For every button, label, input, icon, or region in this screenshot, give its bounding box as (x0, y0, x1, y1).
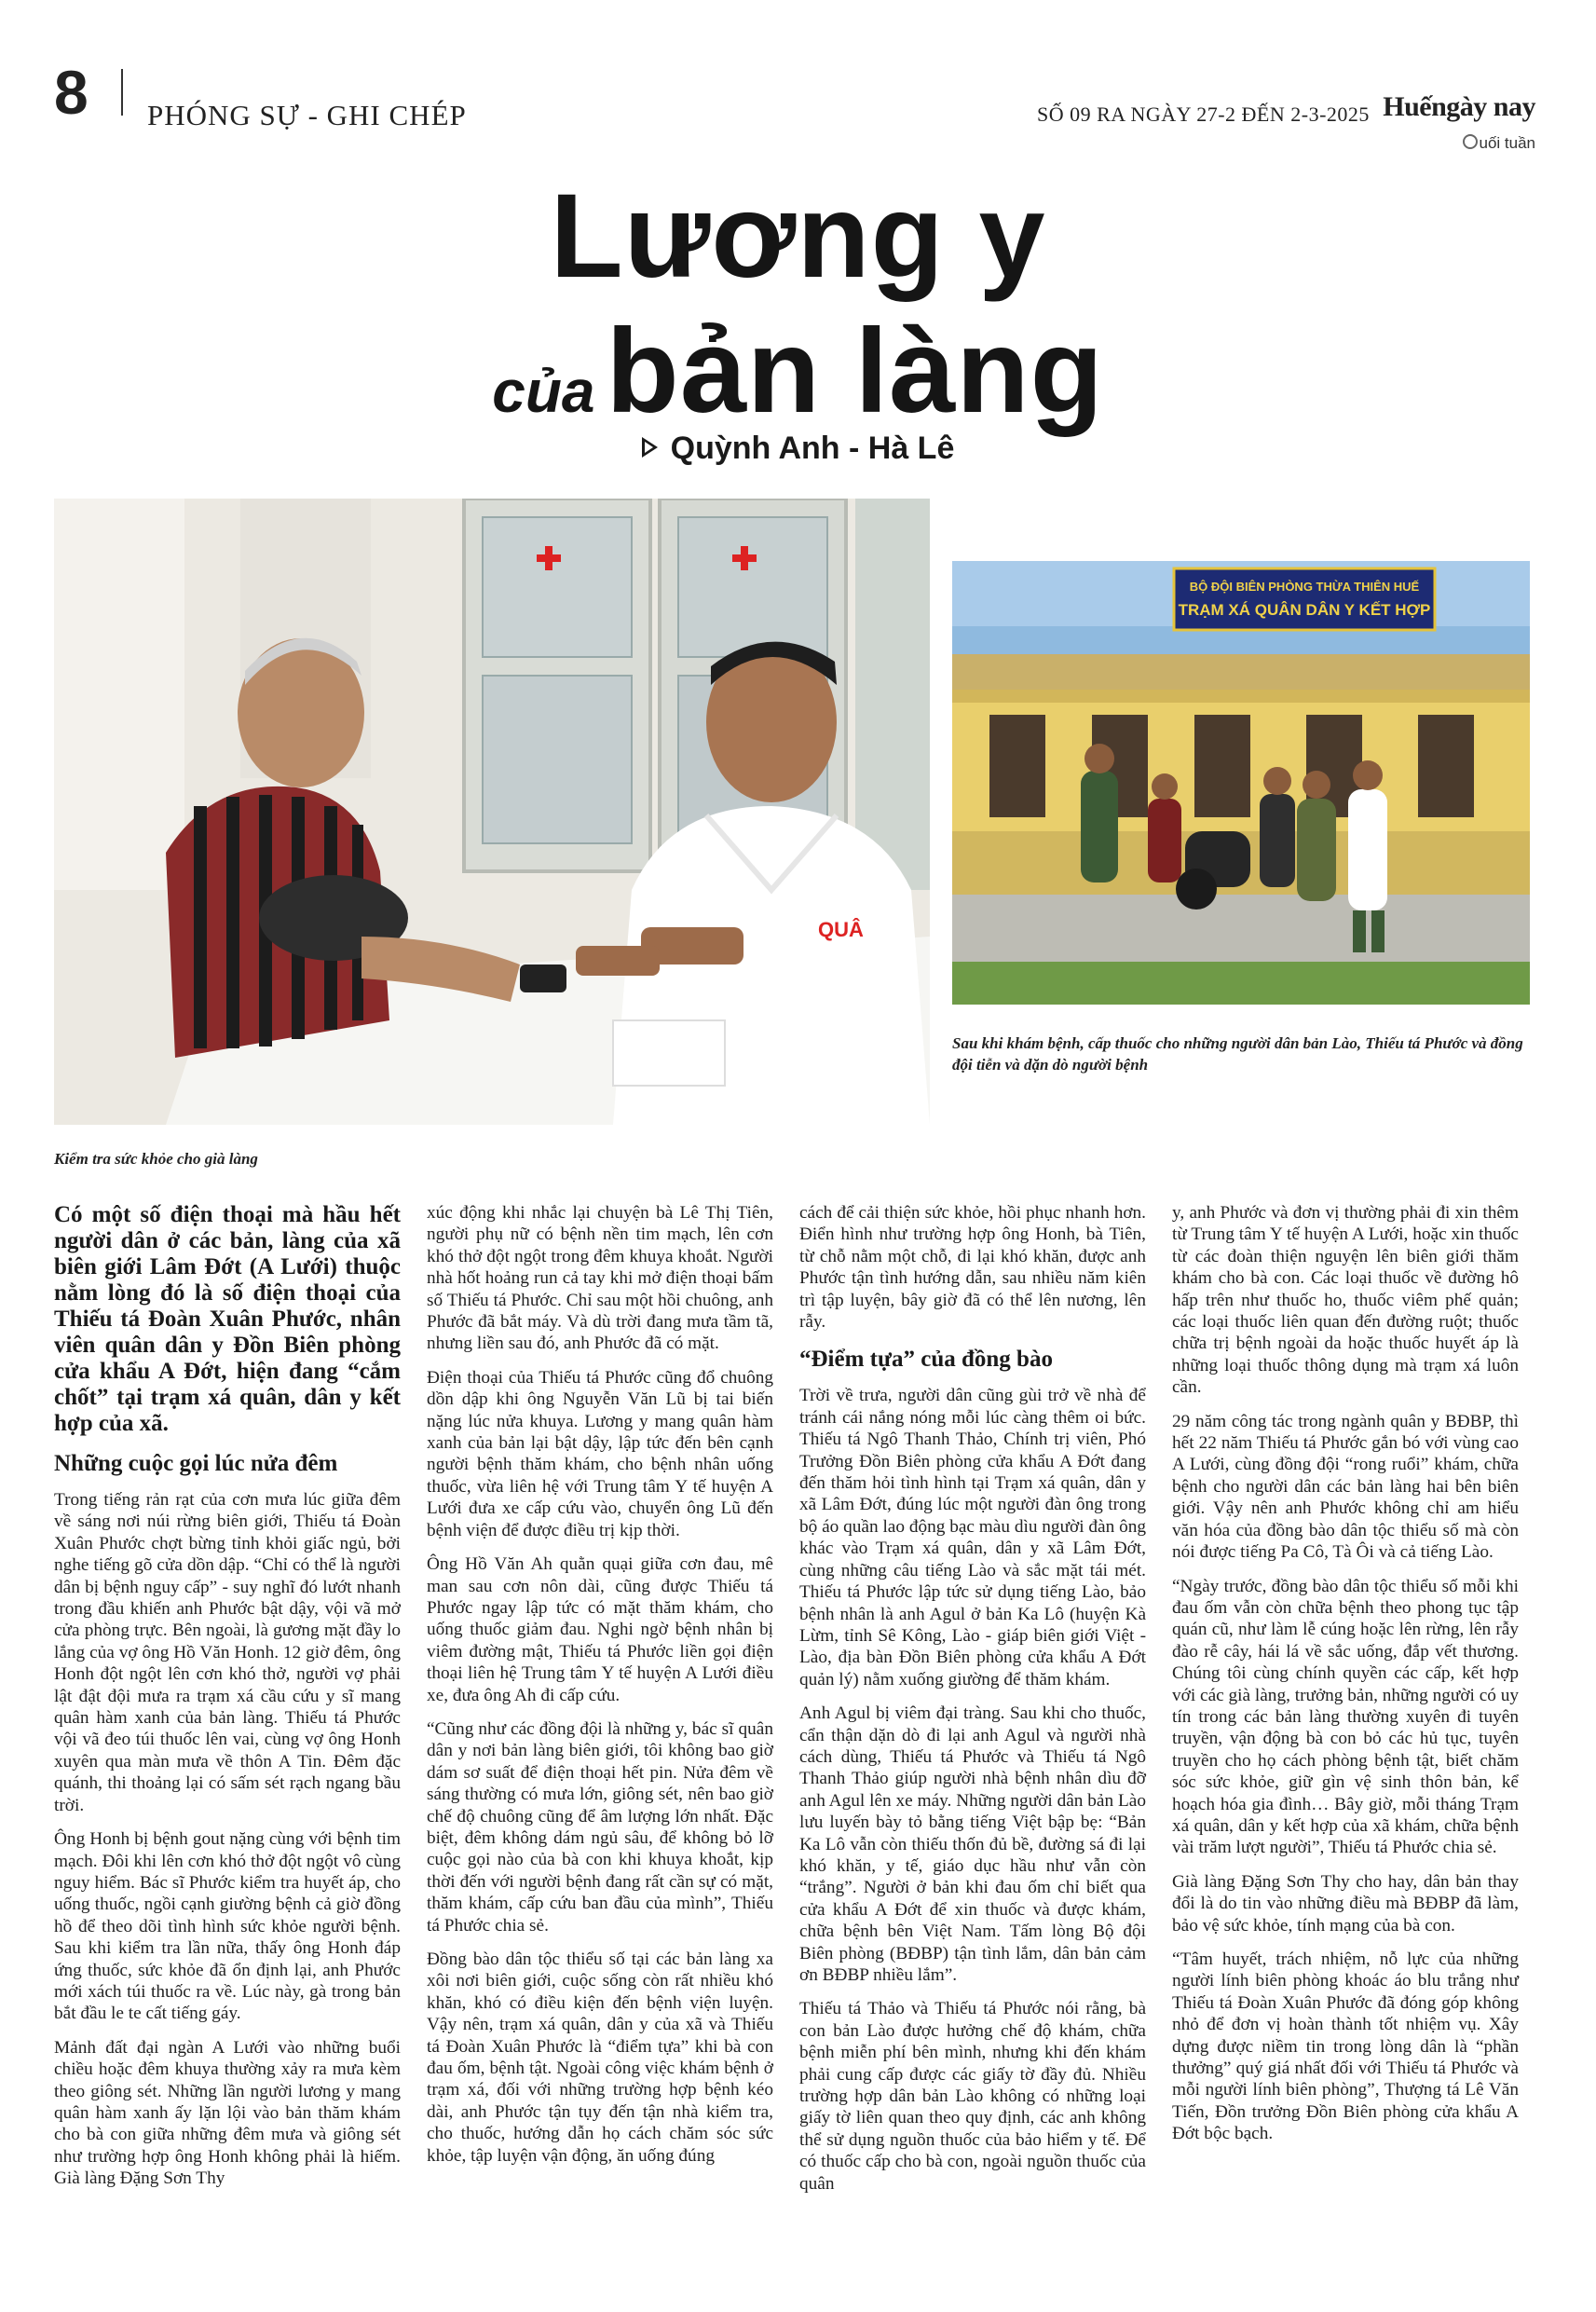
byline-authors: Quỳnh Anh - Hà Lê (670, 431, 955, 466)
paragraph: Trong tiếng rản rạt của cơn mưa lúc giữa đêm về sáng nơi núi rừng biên giới, Thiếu tá Đoàn Xuân Phước chợt bừng tỉnh khỏi giấc ngủ, bởi nghe tiếng gõ cửa dồn dập. “Chỉ có thể là người dân bị bệnh nguy cấp” - suy nghĩ đó lướt nhanh trong đầu khiến anh Phước bật dậy, vội vã mở cửa phòng trực. Bên ngoài, là gương mặt đầy lo lắng của vợ ông Hồ Văn Honh. 12 giờ đêm, ông Honh đột ngột lên cơn khó thở, người vợ phải lật đật đội mưa ra trạm xá cầu cứu y sĩ mang quân hàm xanh của bản làng. Thiếu tá Phước vội vã đeo túi thuốc lên vai, cùng vợ ông Honh xuyên qua màn mưa về thôn A Tin. Đêm đặc quánh, thi thoảng lại có sấm sét rạch ngang bầu trời. (54, 1490, 401, 1815)
header-divider (121, 69, 123, 116)
caption-left-photo: Kiểm tra sức khỏe cho già làng (54, 1150, 258, 1168)
photo-health-check (54, 499, 930, 1125)
paragraph: Đồng bào dân tộc thiểu số tại các bản làng xa xôi nơi biên giới, cuộc sống còn rất nhiều khó khăn, khó có điều kiện đến bệnh viện luyện. Vậy nên, trạm xá quân, dân y của xã và Thiếu tá Đoàn Xuân Phước là “điểm tựa” khi bà con đau ốm, bệnh tật. Ngoài công việc khám bệnh ở trạm xá, đối với những trường hợp bệnh kéo dài, anh Phước tận tụy đến tận nhà kiểm tra, cho thuốc, hướng dẫn họ cách chăm sóc sức khỏe, tập luyện vận động, ăn uống đúng (427, 1949, 773, 2166)
caption-right-photo: Sau khi khám bệnh, cấp thuốc cho những người dân bản Lào, Thiếu tá Phước và đồng đội tiễn và dặn dò người bệnh (952, 1034, 1523, 1074)
svg-text:QUÂ: QUÂ (818, 918, 864, 941)
lead-paragraph: Có một số điện thoại mà hầu hết người dân ở các bản, làng của xã biên giới Lâm Đớt (A Lưới) thuộc nằm lòng đó là số điện thoại của Thiếu tá Đoàn Xuân Phước, nhân viên quân dân y Đồn Biên phòng cửa khẩu A Đớt, hiện đang “cắm chốt” tại trạm xá quân, dân y kết hợp của xã. (54, 1202, 401, 1436)
play-arrow-icon (642, 437, 658, 458)
title-big-words: bản làng (606, 305, 1104, 438)
paragraph: Điện thoại của Thiếu tá Phước cũng đổ chuông dồn dập khi ông Nguyễn Văn Lũ bị tai biến nặng lúc nửa khuya. Lương y mang quân hàm xanh của bản lại bật dậy, lập tức đến bên cạnh người bệnh thăm khám, cho bệnh nhân uống thuốc, vừa liên hệ với Trung tâm Y tế huyện A Lưới đưa xe cấp cứu vào, chuyển ông Lũ đến bệnh viện để được điều trị kịp thời. (427, 1367, 773, 1540)
paragraph: cách để cải thiện sức khỏe, hồi phục nhanh hơn. Điển hình như trường hợp ông Honh, bà Tiên, từ chỗ nằm một chỗ, đi lại khó khăn, được anh Phước tận tình hướng dẫn, sau nhiều năm kiên trì tập luyện, bây giờ đã có thể lên nương, lên rẫy. (799, 1203, 1146, 1333)
clinic-sign-line1: BỘ ĐỘI BIÊN PHÒNG THỪA THIÊN HUẾ (1189, 580, 1420, 594)
text-column-3 (799, 1202, 1146, 2207)
text-column-4 (1172, 1202, 1519, 2157)
masthead-subtitle: uối tuần (1463, 134, 1536, 153)
byline (0, 431, 1596, 467)
paragraph: y, anh Phước và đơn vị thường phải đi xin thêm từ Trung tâm Y tế huyện A Lưới, hoặc xin thuốc từ các đoàn thiện nguyện lên biên giới thăm khám cho bà con. Các loại thuốc về đường hô hấp trên như thuốc ho, thuốc viêm phế quản; các loại thuốc liên quan đến đường ruột; thuốc chữa trị bệnh ngoài da hoặc thuốc huyết áp là những loại thuốc thông dụng mà trạm xá luôn cần. (1172, 1203, 1519, 1398)
paragraph: Già làng Đặng Sơn Thy cho hay, dân bản thay đổi là do tin vào những điều mà BĐBP đã làm, bảo vệ sức khỏe, tính mạng của bà con. (1172, 1871, 1519, 1936)
photo-clinic-building (952, 561, 1530, 1005)
text-column-1 (54, 1202, 401, 2202)
section-label: PHÓNG SỰ - GHI CHÉP (147, 99, 467, 131)
paragraph: “Tâm huyết, trách nhiệm, nỗ lực của những người lính biên phòng khoác áo blu trắng như Thiếu tá Đoàn Xuân Phước đã đóng góp không nhỏ để đơn vị hoàn thành tốt nhiệm vụ. Xây dựng được niềm tin trong lòng dân là “phần thưởng” quý giá nhất đối với Thiếu tá Phước và mỗi người lính biên phòng”, Thượng tá Lê Văn Tiến, Đồn trưởng Đồn Biên phòng cửa khẩu A Đớt bộc bạch. (1172, 1949, 1519, 2144)
paragraph: Anh Agul bị viêm đại tràng. Sau khi cho thuốc, cẩn thận dặn dò đi lại anh Agul và người nhà cách dùng, Thiếu tá Phước và Thiếu tá Ngô Thanh Thảo giúp người nhà bệnh nhân dìu đỡ anh Agul lên xe máy. Những người dân bản Lào lưu luyến bày tỏ bằng tiếng Việt bập bẹ: “Bản Ka Lô vẫn còn thiếu thốn đủ bề, đường sá đi lại khó khăn, y tế, giáo dục hầu như vẫn còn “trắng”. Người ở bản khi đau ốm chỉ biết qua cửa khẩu A Đớt để xin thuốc và được khám, chữa bệnh bên Việt Nam. Tấm lòng Bộ đội Biên phòng (BĐBP) tận tình lắm, dân bản cảm ơn BĐBP nhiều lắm”. (799, 1703, 1146, 1985)
paragraph: Ông Hồ Văn Ah quằn quại giữa cơn đau, mê man sau cơn nôn dài, cũng được Thiếu tá Phước ngay lập tức có mặt thăm khám, cho uống thuốc giảm đau. Nghi ngờ bệnh nhân bị viêm đường mật, Thiếu tá Phước liền gọi điện thoại liên hệ Trung tâm Y tế huyện A Lưới điều xe, đưa ông Ah đi cấp cứu. (427, 1554, 773, 1705)
article-title-line2 (0, 305, 1596, 438)
clinic-sign-line2: TRẠM XÁ QUÂN DÂN Y KẾT HỢP (1178, 601, 1431, 619)
paragraph: Ông Honh bị bệnh gout nặng cùng với bệnh tim mạch. Đôi khi lên cơn khó thở đột ngột vô cùng nguy hiểm. Bác sĩ Phước kiểm tra huyết áp, cho uống thuốc, ngồi cạnh giường bệnh cả giờ đồng hồ để theo dõi tình hình sức khỏe người bệnh. Sau khi kiểm tra lần nữa, thấy ông Honh đáp ứng thuốc, sức khỏe đã ổn định lại, anh Phước mới xách túi thuốc ra về. Lúc này, gà trong bản bắt đầu le te cất tiếng gáy. (54, 1829, 401, 2024)
page-number: 8 (54, 58, 89, 127)
text-column-2 (427, 1202, 773, 2179)
paragraph: 29 năm công tác trong ngành quân y BĐBP, thì hết 22 năm Thiếu tá Phước gắn bó với vùng cao A Lưới, cùng đồng đội “rong ruổi” khám, chữa bệnh cho người dân các bản làng hai bên biên giới. Vậy nên anh Phước không chỉ am hiểu văn hóa của đồng bào dân tộc thiểu số mà còn nói được tiếng Pa Cô, Tà Ôi và cả tiếng Lào. (1172, 1411, 1519, 1563)
masthead-c-icon (1463, 134, 1478, 149)
paragraph: Trời về trưa, người dân cũng gùi trở về nhà để tránh cái nắng nóng mỗi lúc càng thêm oi bức. Thiếu tá Ngô Thanh Thảo, Chính trị viên, Phó Trưởng Đồn Biên phòng cửa khẩu A Đớt đang đến thăm hỏi tình hình tại Trạm xá quân, dân y xã Lâm Đớt, đúng lúc một người đàn ông trong bộ áo quần lao động bạc màu dìu người đàn ông khác vào Trạm xá quân, dân y xã Lâm Đớt, cùng những câu tiếng Lào và sắc mặt tái mét. Thiếu tá Phước lập tức sử dụng tiếng Lào, bảo bệnh nhân là anh Agul ở bản Ka Lô (huyện Kà Lừm, tỉnh Sê Kông, Lào - giáp biên giới Việt - Lào, địa bàn Đồn Biên phòng cửa khẩu A Đớt quản lý) nằm xuống giường để thăm khám. (799, 1386, 1146, 1690)
issue-info: SỐ 09 RA NGÀY 27-2 ĐẾN 2-3-2025 (1037, 103, 1370, 126)
title-small-word: của (492, 358, 595, 425)
paragraph: “Ngày trước, đồng bào dân tộc thiểu số mỗi khi đau ốm vẫn còn chữa bệnh theo phong tục tập quán cũ, như làm lễ cúng hoặc lên rừng, lên rẫy đào rễ cây, hái lá về sắc uống, đắp vết thương. Chúng tôi cùng chính quyền các cấp, kết hợp với các già làng, trưởng bản, những người có uy tín trong các bản làng thường xuyên đi tuyên truyền, vận động bà con bỏ các hủ tục, tuyên truyền cho họ cách phòng bệnh tật, biết chăm sóc sức khỏe, giữ gìn vệ sinh thôn bản, kể hoạch hóa gia đình… Bây giờ, mỗi tháng Trạm xá quân, dân y kết hợp của xã khám, chữa bệnh vài trăm lượt người”, Thiếu tá Phước chia sẻ. (1172, 1576, 1519, 1858)
masthead-title: Huếngày nay (1383, 91, 1535, 122)
paragraph: Thiếu tá Thảo và Thiếu tá Phước nói rằng, bà con bản Lào được hưởng chế độ khám, chữa bệnh miễn phí bên mình, nhưng khi đến khám phải cung cấp được các giấy tờ đầy đủ. Nhiều trường hợp dân bản Lào không có những loại giấy tờ liên quan theo quy định, các anh không thể sử dụng nguồn thuốc của bảo hiểm y tế. Để có thuốc cấp cho bà con, ngoài nguồn thuốc của quân (799, 1999, 1146, 2194)
paragraph: xúc động khi nhắc lại chuyện bà Lê Thị Tiên, người phụ nữ có bệnh nền tim mạch, lên cơn khó thở đột ngột trong đêm khuya khoắt. Người nhà hốt hoảng run cả tay khi mở điện thoại bấm số Thiếu tá Phước. Chỉ sau một hồi chuông, anh Phước đã bắt máy. Và dù trời đang mưa tầm tã, nhưng liền sau đó, anh Phước đã có mặt. (427, 1203, 773, 1354)
paragraph: “Cũng như các đồng đội là những y, bác sĩ quân dân y nơi bản làng biên giới, tôi không bao giờ dám sơ suất để điện thoại hết pin. Nửa đêm về sáng thường có mưa lớn, giông sét, nên bao giờ chế độ chuông cũng để âm lượng lớn nhất. Đặc biệt, đêm không dám ngủ sâu, để không bỏ lỡ cuộc gọi nào của bà con khi khuya khoắt, kịp thời đến với người bệnh đang rất cần sự có mặt, thăm khám, cấp cứu ban đầu của mình”, Thiếu tá Phước chia sẻ. (427, 1718, 773, 1936)
page-header (54, 58, 1535, 152)
subhead-support-point: “Điểm tựa” của đồng bào (799, 1347, 1053, 1373)
article-title-line1: Lương y (550, 170, 1046, 303)
masthead-logo (1383, 91, 1535, 175)
subhead-midnight-calls: Những cuộc gọi lúc nửa đêm (54, 1451, 338, 1476)
paragraph: Mảnh đất đại ngàn A Lưới vào những buổi chiều hoặc đêm khuya thường xảy ra mưa kèm theo giông sét. Những lần người lương y mang quân hàm xanh ấy lặn lội vào bản thăm khám cho bà con giữa những đêm mưa và giông sét như trường hợp ông Honh không phải là hiếm. Già làng Đặng Sơn Thy (54, 2037, 401, 2189)
